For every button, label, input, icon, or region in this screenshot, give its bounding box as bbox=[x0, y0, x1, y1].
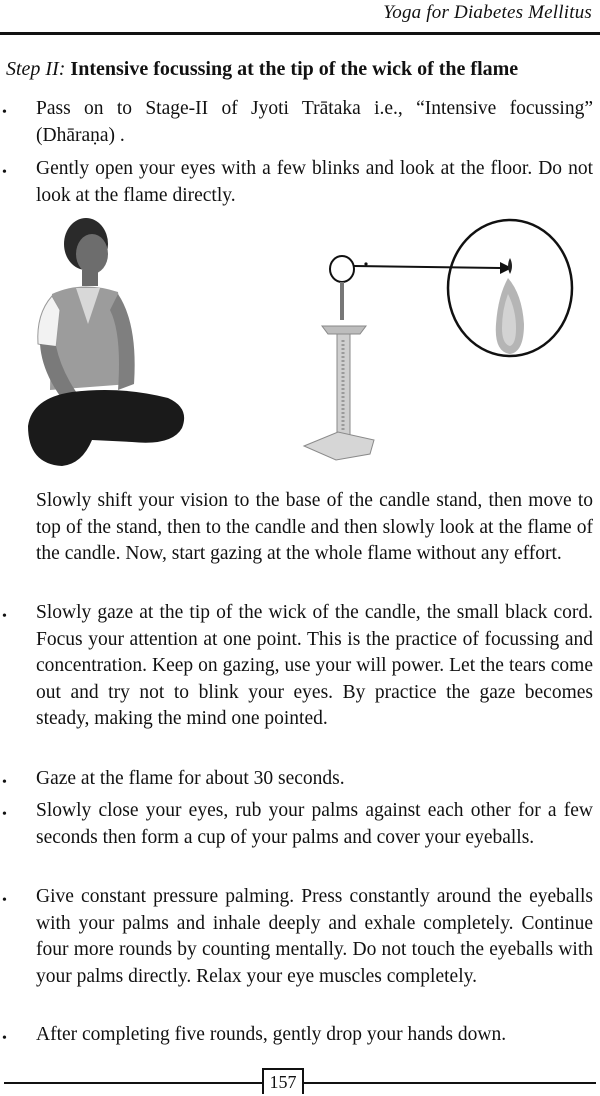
step-title: Intensive focussing at the tip of the wick of the flame bbox=[70, 58, 519, 80]
paragraph: Slowly gaze at the tip of the wick of the candle, the small black cord. Focus your attention at one point. This is the practice of focussing and concentration. Keep on gazing, use your will power. Let the tears come out and try not to blink your eyes. By practice the gaze becomes steady, making the mind one pointed. bbox=[36, 602, 593, 729]
bullet-marker: • bbox=[2, 893, 7, 908]
running-header: Yoga for Diabetes Mellitus bbox=[383, 2, 592, 23]
step-label: Step II: bbox=[6, 58, 66, 80]
bullet-marker: • bbox=[2, 1031, 7, 1046]
paragraph: Gaze at the flame for about 30 seconds. bbox=[36, 768, 345, 789]
paragraph: Slowly close your eyes, rub your palms against each other for a few seconds then form a cup of your palms and cover your eyeballs. bbox=[36, 800, 593, 848]
footer-rule-right bbox=[300, 1082, 596, 1084]
paragraph: Pass on to Stage-II of Jyoti Trātaka i.e., “Intensive focussing” (Dhāraṇa) . bbox=[36, 98, 593, 146]
footer-rule-left bbox=[4, 1082, 262, 1084]
bullet-marker: • bbox=[2, 105, 7, 120]
header-rule bbox=[0, 32, 600, 35]
page-number: 157 bbox=[262, 1068, 304, 1094]
paragraph: After completing five rounds, gently drop your hands down. bbox=[36, 1024, 507, 1045]
paragraph: Gently open your eyes with a few blinks and look at the floor. Do not look at the flame directly. bbox=[36, 158, 593, 206]
seated-person-illustration bbox=[22, 214, 192, 476]
candle-stand-illustration bbox=[296, 214, 580, 470]
bullet-marker: • bbox=[2, 609, 7, 624]
bullet-marker: • bbox=[2, 807, 7, 822]
step-heading bbox=[6, 56, 596, 82]
paragraph: Slowly shift your vision to the base of the candle stand, then move to top of the stand, then to the candle and then slowly look at the flame of the candle. Now, start gazing at the whole flame without any effort. bbox=[36, 490, 593, 564]
bullet-marker: • bbox=[2, 775, 7, 790]
paragraph: Give constant pressure palming. Press constantly around the eyeballs with your palms and inhale deeply and exhale completely. Continue four more rounds by counting mentally. Do not touch the eyeballs with your palms directly. Relax your eye muscles completely. bbox=[36, 886, 593, 987]
bullet-marker: • bbox=[2, 165, 7, 180]
wick-focus-circle bbox=[330, 256, 354, 282]
